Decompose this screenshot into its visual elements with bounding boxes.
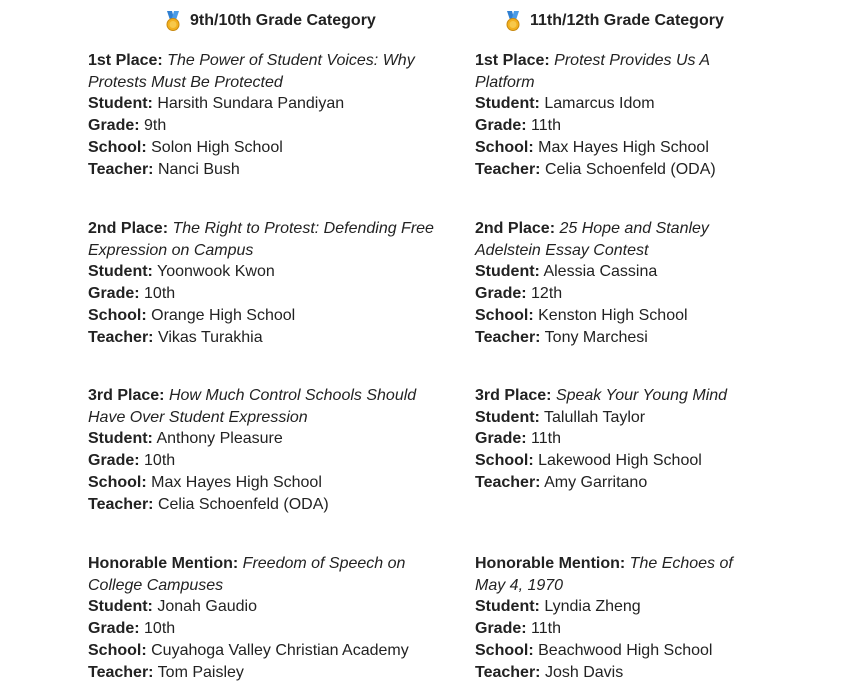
medal-icon [504,11,522,31]
school-label: School: [475,452,534,470]
student-label: Student: [88,95,153,113]
essay-title-cont: Expression on Campus [88,241,254,259]
essay-title: The Power of Student Voices: Why [167,52,415,69]
student-label: Student: [475,263,540,281]
student-label: Student: [88,263,153,281]
grade-label: Grade: [475,117,527,135]
student-name: Jonah Gaudio [157,598,257,616]
grade-label: Grade: [475,430,527,448]
student-name: Lyndia Zheng [544,598,641,616]
place-label: Honorable Mention: [88,555,239,572]
award-entry [475,385,845,494]
teacher-name: Vikas Turakhia [157,328,263,346]
school-label: School: [475,641,534,659]
award-entry [88,385,458,515]
award-entry [88,218,458,348]
teacher-label: Teacher: [475,473,541,491]
place-label: 1st Place: [88,52,163,69]
student-label: Student: [88,598,153,616]
teacher-name: Josh Davis [544,663,624,681]
teacher-label: Teacher: [88,328,154,346]
school-label: School: [475,306,534,324]
student-name: Alessia Cassina [543,263,658,281]
category-heading-text: 9th/10th Grade Category [190,12,376,29]
place-label: 3rd Place: [88,387,165,404]
teacher-label: Teacher: [475,160,541,178]
essay-title: Protest Provides Us A [554,52,711,69]
student-name: Yoonwook Kwon [157,263,275,281]
school-name: Kenston High School [538,306,688,324]
place-label: 2nd Place: [475,220,556,237]
teacher-label: Teacher: [88,495,154,513]
teacher-name: Tony Marchesi [544,328,648,346]
grade-label: Grade: [88,117,140,135]
essay-title-cont: Platform [475,73,535,91]
school-name: Solon High School [151,138,283,156]
school-name: Cuyahoga Valley Christian Academy [151,641,409,659]
grade-value: 11th [531,620,561,638]
essay-title-cont: May 4, 1970 [475,576,564,594]
grade-value: 11th [531,430,561,448]
student-name: Anthony Pleasure [156,430,283,448]
school-name: Max Hayes High School [151,473,322,491]
essay-title-cont: Adelstein Essay Contest [475,241,649,259]
school-name: Beachwood High School [538,641,713,659]
grade-value: 12th [531,285,563,303]
category-heading [164,10,376,32]
student-name: Talullah Taylor [544,408,646,426]
student-label: Student: [475,598,540,616]
school-name: Max Hayes High School [538,138,709,156]
teacher-label: Teacher: [475,328,541,346]
essay-title: Freedom of Speech on [242,555,406,572]
essay-title: Speak Your Young Mind [555,387,728,404]
place-label: 2nd Place: [88,220,169,237]
essay-title: How Much Control Schools Should [168,387,417,404]
teacher-name: Celia Schoenfeld (ODA) [544,160,716,178]
teacher-label: Teacher: [88,663,154,681]
teacher-label: Teacher: [88,160,154,178]
grade-label: Grade: [88,620,140,638]
teacher-name: Nanci Bush [157,160,240,178]
teacher-name: Amy Garritano [544,473,648,491]
school-label: School: [88,138,147,156]
student-name: Lamarcus Idom [544,95,655,113]
award-entry [475,553,845,683]
grade-value: 10th [144,620,176,638]
essay-title-cont: Have Over Student Expression [88,408,308,426]
grade-label: Grade: [475,620,527,638]
essay-title-cont: Protests Must Be Protected [88,73,283,91]
award-entry [475,218,845,348]
award-entry [88,553,458,683]
school-name: Lakewood High School [538,452,702,470]
student-label: Student: [88,430,153,448]
grade-label: Grade: [475,285,527,303]
essay-title: The Right to Protest: Defending Free [172,220,434,237]
school-name: Orange High School [151,306,296,324]
student-label: Student: [475,95,540,113]
school-label: School: [475,138,534,156]
award-entry [475,50,845,180]
award-entry [88,50,458,180]
medal-icon [164,11,182,31]
place-label: Honorable Mention: [475,555,626,572]
grade-value: 11th [531,117,561,135]
school-label: School: [88,473,147,491]
category-heading [504,10,724,32]
place-label: 3rd Place: [475,387,552,404]
grade-value: 10th [144,452,176,470]
place-label: 1st Place: [475,52,550,69]
school-label: School: [88,641,147,659]
student-name: Harsith Sundara Pandiyan [157,95,345,113]
category-heading-text: 11th/12th Grade Category [530,12,724,29]
grade-value: 10th [144,285,176,303]
essay-title-cont: College Campuses [88,576,224,594]
grade-label: Grade: [88,285,140,303]
essay-title: The Echoes of [629,555,733,572]
teacher-name: Tom Paisley [157,663,244,681]
school-label: School: [88,306,147,324]
student-label: Student: [475,408,540,426]
grade-value: 9th [144,117,167,135]
teacher-name: Celia Schoenfeld (ODA) [157,495,329,513]
essay-title: 25 Hope and Stanley [559,220,709,237]
grade-label: Grade: [88,452,140,470]
teacher-label: Teacher: [475,663,541,681]
